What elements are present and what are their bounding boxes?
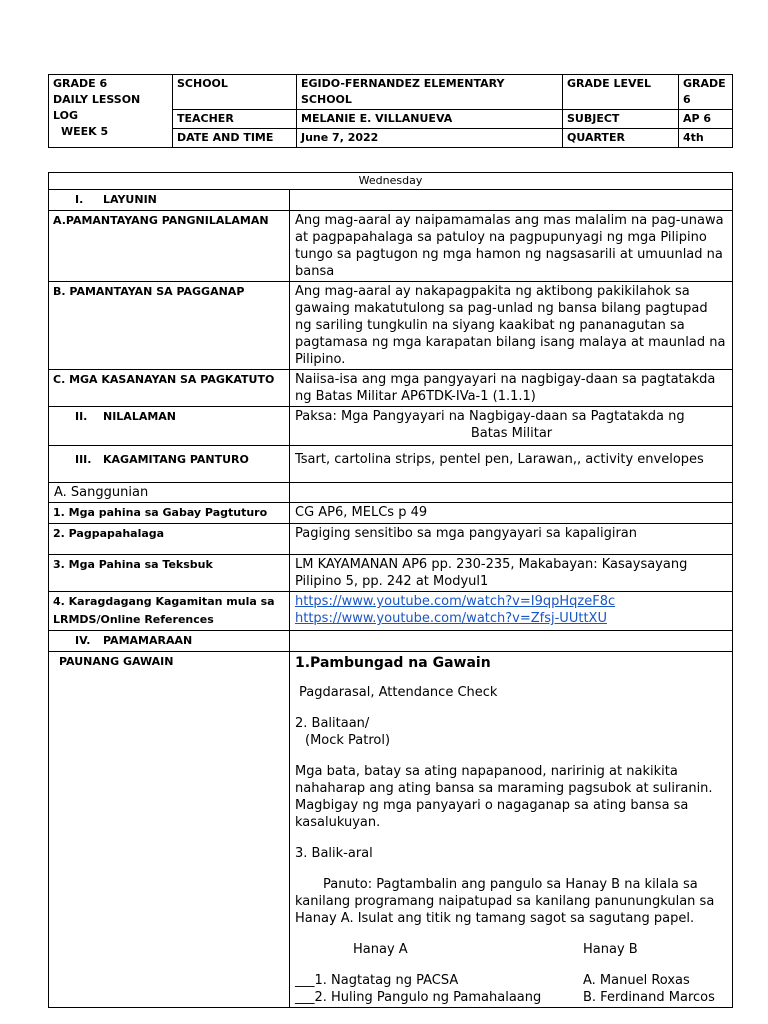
nilalaman-row — [49, 407, 733, 446]
nilalaman-value — [290, 407, 733, 446]
kagamitan-number: III. — [75, 453, 92, 466]
subject-label: SUBJECT — [563, 110, 679, 129]
grade-level-label: GRADE LEVEL — [563, 75, 679, 110]
gabay-row — [49, 503, 733, 524]
hanay-a-header: Hanay A — [353, 942, 408, 957]
sanggunian-row — [49, 483, 733, 503]
gabay-label: 1. Mga pahina sa Gabay Pagtuturo — [49, 503, 290, 524]
layunin-text: LAYUNIN — [103, 193, 157, 206]
proc-panuto: Panuto: Pagtambalin ang pangulo sa Hanay B na kilala sa kanilang programang naipatupad sa kanilang panunungkulan sa Hanay A. Isulat ang titik ng tamang sagot sa sagutang papel. — [295, 877, 715, 926]
hanay-item-2 — [295, 989, 728, 1006]
pagpapahalaga-label: 2. Pagpapahalaga — [49, 524, 290, 555]
teacher-value: MELANIE E. VILLANUEVA — [297, 110, 563, 129]
pamamaraan-label — [49, 631, 290, 652]
item1-a: ___1. Nagtatag ng PACSA — [295, 973, 459, 988]
layunin-row — [49, 190, 733, 211]
week-line: WEEK 5 — [61, 125, 109, 138]
proc-line1: Pagdarasal, Attendance Check — [299, 685, 498, 700]
log-title-cell — [49, 75, 173, 148]
proc-mock: (Mock Patrol) — [305, 733, 391, 748]
grade-line: GRADE 6 — [53, 77, 108, 90]
quarter-label: QUARTER — [563, 129, 679, 148]
karagdagang-row — [49, 592, 733, 631]
nilalaman-text: NILALAMAN — [103, 410, 177, 423]
grade-level-value: GRADE 6 — [679, 75, 733, 110]
pagpapahalaga-value: Pagiging sensitibo sa mga pangyayari sa kapaligiran — [290, 524, 733, 555]
proc-balik: 3. Balik-aral — [295, 846, 373, 861]
item2-b: B. Ferdinand Marcos — [583, 990, 715, 1005]
a-label: A.PAMANTAYANG PANGNILALAMAN — [49, 211, 290, 282]
proc-para1: Mga bata, batay sa ating napapanood, naririnig at nakikita nahaharap ang ating bansa sa maraming pagsubok at suliranin. Magbigay ng mga panyayari o nagaganap sa ating bansa sa kasalukuyan. — [295, 764, 713, 830]
paunang-row — [49, 652, 733, 1008]
pagpapahalaga-row — [49, 524, 733, 555]
sanggunian-empty — [290, 483, 733, 503]
subject-value: AP 6 — [679, 110, 733, 129]
gabay-value: CG AP6, MELCs p 49 — [290, 503, 733, 524]
kagamitan-value: Tsart, cartolina strips, pentel pen, Larawan,, activity envelopes — [290, 446, 733, 483]
kasanayan-row — [49, 370, 733, 407]
pamamaraan-text: PAMAMARAAN — [103, 634, 193, 647]
procedure-content — [290, 652, 733, 1008]
log-line: DAILY LESSON LOG — [53, 93, 141, 122]
kagamitan-text: KAGAMITANG PANTURO — [103, 453, 249, 466]
header-table — [48, 74, 733, 148]
school-label: SCHOOL — [173, 75, 297, 110]
layunin-label — [49, 190, 290, 211]
sanggunian-label: A. Sanggunian — [49, 483, 290, 503]
pamamaraan-row — [49, 631, 733, 652]
item1-b: A. Manuel Roxas — [583, 973, 690, 988]
c-label: C. MGA KASANAYAN SA PAGKATUTO — [49, 370, 290, 407]
day-header: Wednesday — [49, 173, 733, 190]
c-value: Naiisa-isa ang mga pangyayari na nagbigay-daan sa pagtatakda ng Batas Militar AP6TDK-IVa-1 (1.1.1) — [290, 370, 733, 407]
pamamaraan-number: IV. — [75, 634, 91, 647]
layunin-empty — [290, 190, 733, 211]
datetime-label: DATE AND TIME — [173, 129, 297, 148]
b-value: Ang mag-aaral ay nakapagpakita ng aktibong pakikilahok sa gawaing makatutulong sa pag-unlad ng bansa bilang pagtupad ng sariling tungkulin na siyang kaakibat ng pananagutan sa pagtamasa ng mga karapatan bilang isang malaya at maunlad na Pilipino. — [290, 282, 733, 370]
b-label: B. PAMANTAYAN SA PAGGANAP — [49, 282, 290, 370]
hanay-headers — [295, 941, 728, 958]
kagamitan-label — [49, 446, 290, 483]
hanay-item-1 — [295, 972, 728, 989]
nilalaman-value-line2: Batas Militar — [470, 426, 553, 441]
lesson-table — [48, 172, 733, 1008]
youtube-link-1[interactable]: https://www.youtube.com/watch?v=I9qpHqzeF8c — [295, 594, 616, 609]
karagdagang-links — [290, 592, 733, 631]
karagdagang-label: 4. Karagdagang Kagamitan mula sa LRMDS/Online References — [49, 592, 290, 631]
pagganap-row — [49, 282, 733, 370]
youtube-link-2[interactable]: https://www.youtube.com/watch?v=Zfsj-UUttXU — [295, 611, 607, 626]
pamantayang-row — [49, 211, 733, 282]
teacher-label: TEACHER — [173, 110, 297, 129]
teksbuk-row — [49, 555, 733, 592]
item2-a: ___2. Huling Pangulo ng Pamahalaang — [295, 990, 542, 1005]
paunang-label: PAUNANG GAWAIN — [49, 652, 290, 1008]
kagamitan-row — [49, 446, 733, 483]
nilalaman-number: II. — [75, 410, 88, 423]
a-value: Ang mag-aaral ay naipamamalas ang mas malalim na pag-unawa at pagpapahalaga sa patuloy na pagpupunyagi ng mga Pilipino tungo sa pagtugon ng mga hamon ng nagsasarili at umuunlad na bansa — [290, 211, 733, 282]
proc-balitaan: 2. Balitaan/ — [295, 716, 370, 731]
datetime-value: June 7, 2022 — [297, 129, 563, 148]
pamamaraan-empty — [290, 631, 733, 652]
nilalaman-label — [49, 407, 290, 446]
proc-title: 1.Pambungad na Gawain — [295, 655, 491, 671]
teksbuk-value: LM KAYAMANAN AP6 pp. 230-235, Makabayan: Kasaysayang Pilipino 5, pp. 242 at Modyul1 — [290, 555, 733, 592]
school-value: EGIDO-FERNANDEZ ELEMENTARY SCHOOL — [297, 75, 563, 110]
hanay-b-header: Hanay B — [583, 942, 638, 957]
teksbuk-label: 3. Mga Pahina sa Teksbuk — [49, 555, 290, 592]
quarter-value: 4th — [679, 129, 733, 148]
layunin-number: I. — [75, 193, 84, 206]
nilalaman-value-line1: Paksa: Mga Pangyayari na Nagbigay-daan sa Pagtatakda ng — [295, 409, 685, 424]
